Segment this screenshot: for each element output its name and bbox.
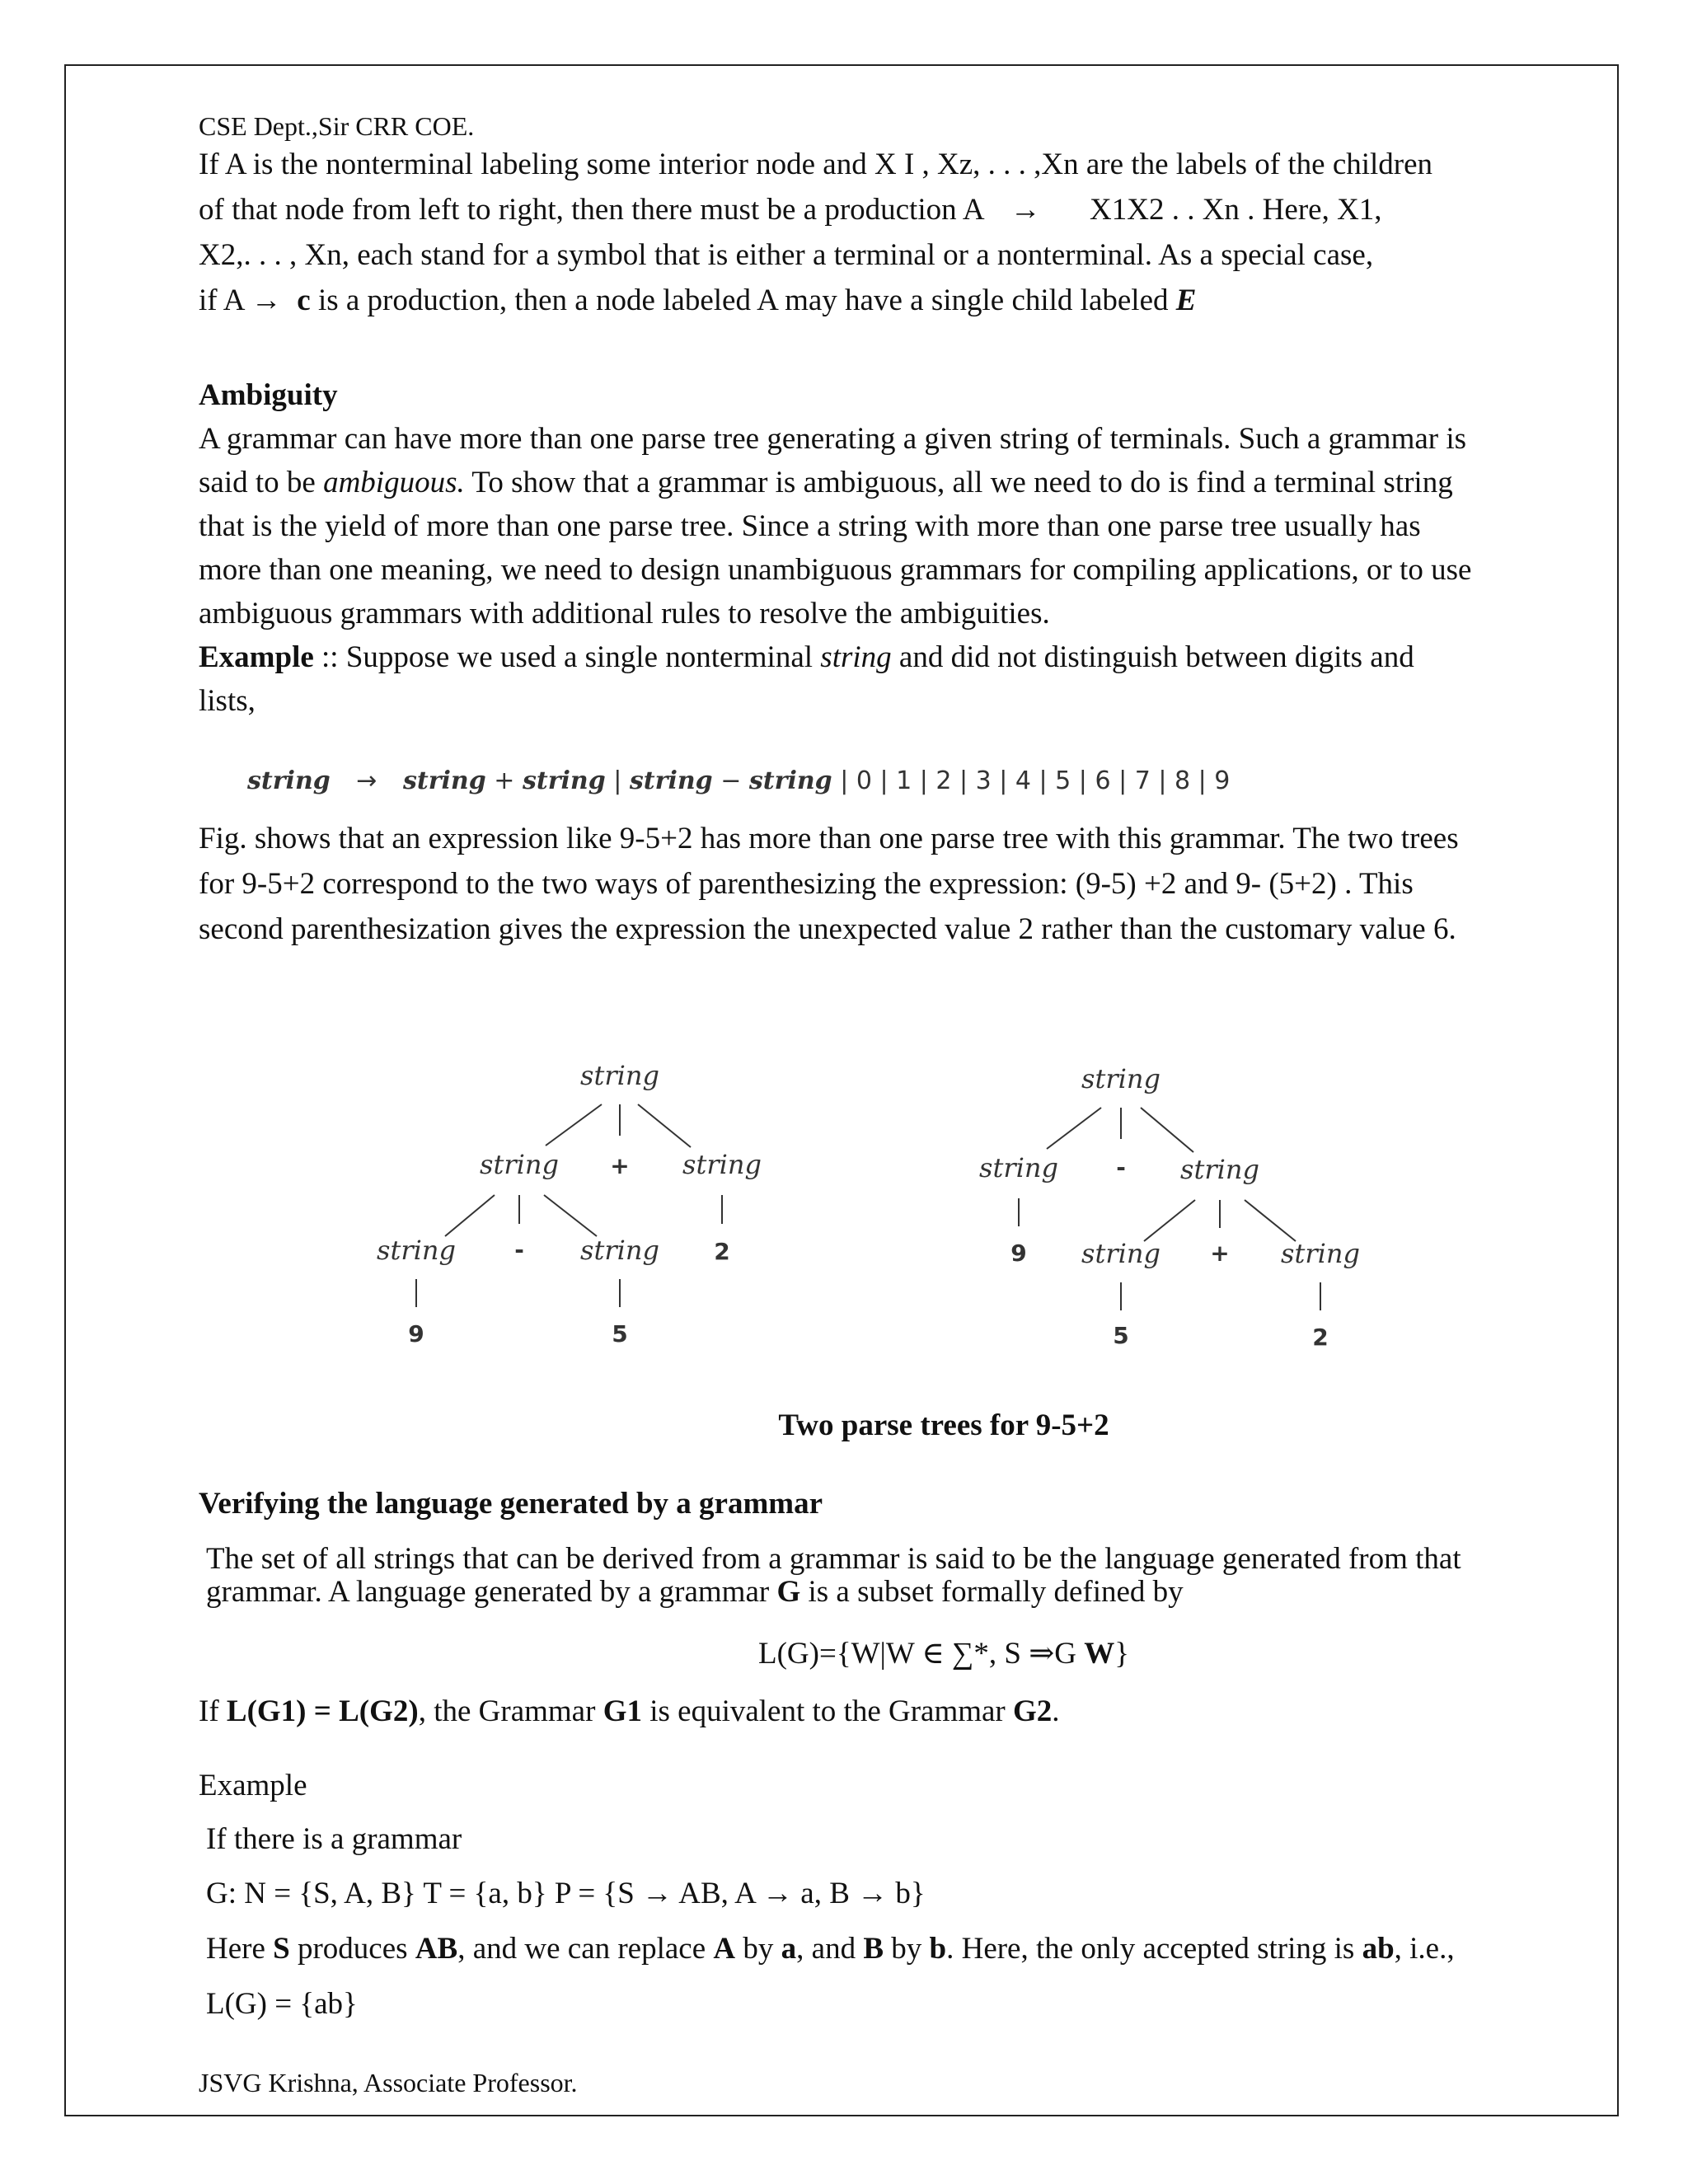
ex3-g: by bbox=[735, 1932, 781, 1966]
eq-b: L(G1) = L(G2) bbox=[226, 1694, 419, 1728]
example2-line1: If there is a grammar bbox=[206, 1822, 462, 1856]
prod-b1: string bbox=[629, 766, 713, 795]
tree2-digit-2: 2 bbox=[1312, 1324, 1329, 1351]
ambiguity-line5: ambiguous grammars with additional rules to resolve the ambiguities. bbox=[199, 597, 1050, 630]
tree2-edge bbox=[1144, 1200, 1195, 1241]
tree2-edge bbox=[1141, 1108, 1193, 1152]
formula-W: W bbox=[1084, 1637, 1115, 1671]
ambiguity-line4: more than one meaning, we need to design unambiguous grammars for compiling applications, or to use bbox=[199, 553, 1472, 587]
fig-para-line2: for 9-5+2 correspond to the two ways of parenthesizing the expression: (9-5) +2 and 9- (5+2) . This bbox=[199, 867, 1414, 901]
tree1-digit-9: 9 bbox=[408, 1320, 424, 1347]
ambiguity-line2 bbox=[199, 462, 1453, 504]
tree1-edge bbox=[638, 1104, 691, 1147]
example2-line3 bbox=[206, 1929, 1455, 1970]
ambiguity-line1: A grammar can have more than one parse tree generating a given string of terminals. Such a grammar is bbox=[199, 422, 1467, 456]
verify-line2 bbox=[206, 1576, 1184, 1609]
eq-c: , the Grammar bbox=[418, 1694, 603, 1728]
ambiguous-term: ambiguous. bbox=[323, 466, 465, 499]
tree1-minus: - bbox=[514, 1236, 524, 1263]
tree1-digit-2: 2 bbox=[714, 1238, 730, 1265]
eq-d: G1 bbox=[603, 1694, 642, 1728]
prod-a1: string bbox=[402, 766, 486, 795]
tree2-digit-5: 5 bbox=[1113, 1322, 1129, 1349]
ex3-o: , i.e., bbox=[1394, 1932, 1455, 1966]
para1-line4-text: is a production, then a node labeled A may have a single child labeled bbox=[310, 284, 1176, 317]
verify-heading bbox=[199, 1483, 823, 1525]
prod-minus: − bbox=[720, 766, 742, 795]
tree1-edge bbox=[445, 1195, 495, 1236]
tree2-edge bbox=[1047, 1108, 1101, 1149]
ex3-l: b bbox=[929, 1932, 947, 1966]
tree2-root: string bbox=[1081, 1063, 1160, 1094]
tree2-string-l: string bbox=[979, 1152, 1058, 1183]
tree2-plus: + bbox=[1210, 1240, 1230, 1267]
tree2-digit-9: 9 bbox=[1010, 1240, 1027, 1267]
ex3-k: by bbox=[884, 1932, 930, 1966]
page-header: CSE Dept.,Sir CRR COE. bbox=[199, 111, 475, 141]
prod-plus: + bbox=[494, 766, 515, 795]
para1-line2 bbox=[199, 190, 1382, 231]
ex3-e: , and we can replace bbox=[457, 1932, 714, 1966]
eq-e: is equivalent to the Grammar bbox=[641, 1694, 1014, 1728]
ex3-j: B bbox=[863, 1932, 884, 1966]
fig-para-line1: Fig. shows that an expression like 9-5+2 has more than one parse tree with this grammar. The two trees bbox=[199, 822, 1459, 855]
equivalence-line bbox=[199, 1691, 1060, 1732]
ex3-b: S bbox=[273, 1932, 290, 1966]
page-footer: JSVG Krishna, Associate Professor. bbox=[199, 2068, 578, 2097]
ambiguity-line2-c: To show that a grammar is ambiguous, all we need to do is find a terminal string bbox=[464, 466, 1453, 499]
figure-caption: Two parse trees for 9-5+2 bbox=[778, 1408, 1109, 1442]
tree1-root: string bbox=[580, 1063, 659, 1091]
verify-heading-text: Verifying the language generated by a grammar bbox=[199, 1487, 823, 1521]
grammar-G: G bbox=[776, 1575, 801, 1609]
ex3-i: , and bbox=[796, 1932, 864, 1966]
prod-digits: | 0 | 1 | 2 | 3 | 4 | 5 | 6 | 7 | 8 | 9 bbox=[840, 766, 1231, 795]
example-line2: lists, bbox=[199, 684, 256, 718]
tree1-string-l: string bbox=[480, 1149, 559, 1180]
verify-line1: The set of all strings that can be derived from a grammar is said to be the language generated from that bbox=[206, 1542, 1461, 1576]
language-formula bbox=[0, 1633, 1688, 1675]
ex3-d: AB bbox=[415, 1932, 458, 1966]
fig-para-line3: second parenthesization gives the expression the unexpected value 2 rather than the customary value 6. bbox=[199, 912, 1456, 946]
ambiguity-line2-a: said to be bbox=[199, 466, 324, 499]
para1-line2-text: of that node from left to right, then there must be a production A bbox=[199, 193, 983, 227]
tree1-string-lr: string bbox=[580, 1235, 659, 1266]
para1-line2-production: X1X2 . . Xn . Here, X1, bbox=[1090, 193, 1382, 227]
eq-g: . bbox=[1052, 1694, 1060, 1728]
parse-tree-left bbox=[363, 1063, 791, 1360]
para1-line1: If A is the nonterminal labeling some interior node and X I , Xz, . . . ,Xn are the labels of the children bbox=[199, 148, 1433, 181]
epsilon-symbol: E bbox=[1175, 284, 1197, 317]
para1-line4 bbox=[199, 280, 1196, 321]
tree2-edge bbox=[1245, 1200, 1296, 1241]
example-text-a: :: Suppose we used a single nonterminal bbox=[313, 640, 821, 674]
prod-arrow: → bbox=[356, 766, 377, 795]
tree2-minus: - bbox=[1116, 1154, 1126, 1181]
eq-f: G2 bbox=[1013, 1694, 1053, 1728]
ex3-c: produces bbox=[289, 1932, 415, 1966]
string-term: string bbox=[820, 640, 892, 674]
example-label: Example bbox=[199, 640, 314, 674]
verify-line2-c: is a subset formally defined by bbox=[800, 1575, 1184, 1609]
parse-tree-right bbox=[964, 1063, 1393, 1360]
eq-a: If bbox=[199, 1694, 227, 1728]
para1-line3: X2,. . . , Xn, each stand for a symbol that is either a terminal or a nonterminal. As a special case, bbox=[199, 238, 1374, 272]
tree1-string-r: string bbox=[682, 1149, 762, 1180]
example-text-c: and did not distinguish between digits and bbox=[891, 640, 1414, 674]
arrow-symbol: → bbox=[1010, 193, 1041, 227]
prod-a2: string bbox=[522, 766, 606, 795]
tree2-string-r: string bbox=[1180, 1154, 1259, 1185]
example2-line4: L(G) = {ab} bbox=[206, 1987, 358, 2021]
para1-line4-a: if A → bbox=[199, 284, 282, 317]
tree2-string-rl: string bbox=[1081, 1238, 1160, 1269]
formula-a: L(G)={W|W ∈ ∑*, S ⇒G bbox=[757, 1637, 1085, 1671]
production-rule bbox=[247, 766, 1230, 795]
prod-bar: | bbox=[613, 766, 622, 795]
formula-c: } bbox=[1114, 1637, 1129, 1671]
prod-lhs: string bbox=[247, 766, 331, 795]
ambiguity-line3: that is the yield of more than one parse tree. Since a string with more than one parse tree usually has bbox=[199, 509, 1421, 543]
tree1-string-ll: string bbox=[377, 1235, 456, 1266]
ex3-n: ab bbox=[1362, 1932, 1395, 1966]
tree1-plus: + bbox=[610, 1152, 630, 1179]
tree1-edge bbox=[544, 1195, 597, 1236]
verify-line2-a: grammar. A language generated by a grammar bbox=[206, 1575, 777, 1609]
tree1-digit-5: 5 bbox=[612, 1320, 628, 1347]
ex3-m: . Here, the only accepted string is bbox=[946, 1932, 1362, 1966]
ex3-f: A bbox=[713, 1932, 736, 1966]
tree2-string-rr: string bbox=[1281, 1238, 1360, 1269]
para1-line4-c: c bbox=[297, 284, 311, 317]
ambiguity-heading bbox=[199, 375, 338, 416]
prod-b2: string bbox=[748, 766, 832, 795]
ambiguity-heading-text: Ambiguity bbox=[199, 378, 338, 412]
ex3-a: Here bbox=[206, 1932, 274, 1966]
example-line bbox=[199, 637, 1414, 678]
example2-label: Example bbox=[199, 1769, 307, 1802]
tree1-edge bbox=[546, 1104, 602, 1146]
ex3-h: a bbox=[781, 1932, 797, 1966]
example2-line2: G: N = {S, A, B} T = {a, b} P = {S → AB, A → a, B → b} bbox=[206, 1877, 926, 1910]
